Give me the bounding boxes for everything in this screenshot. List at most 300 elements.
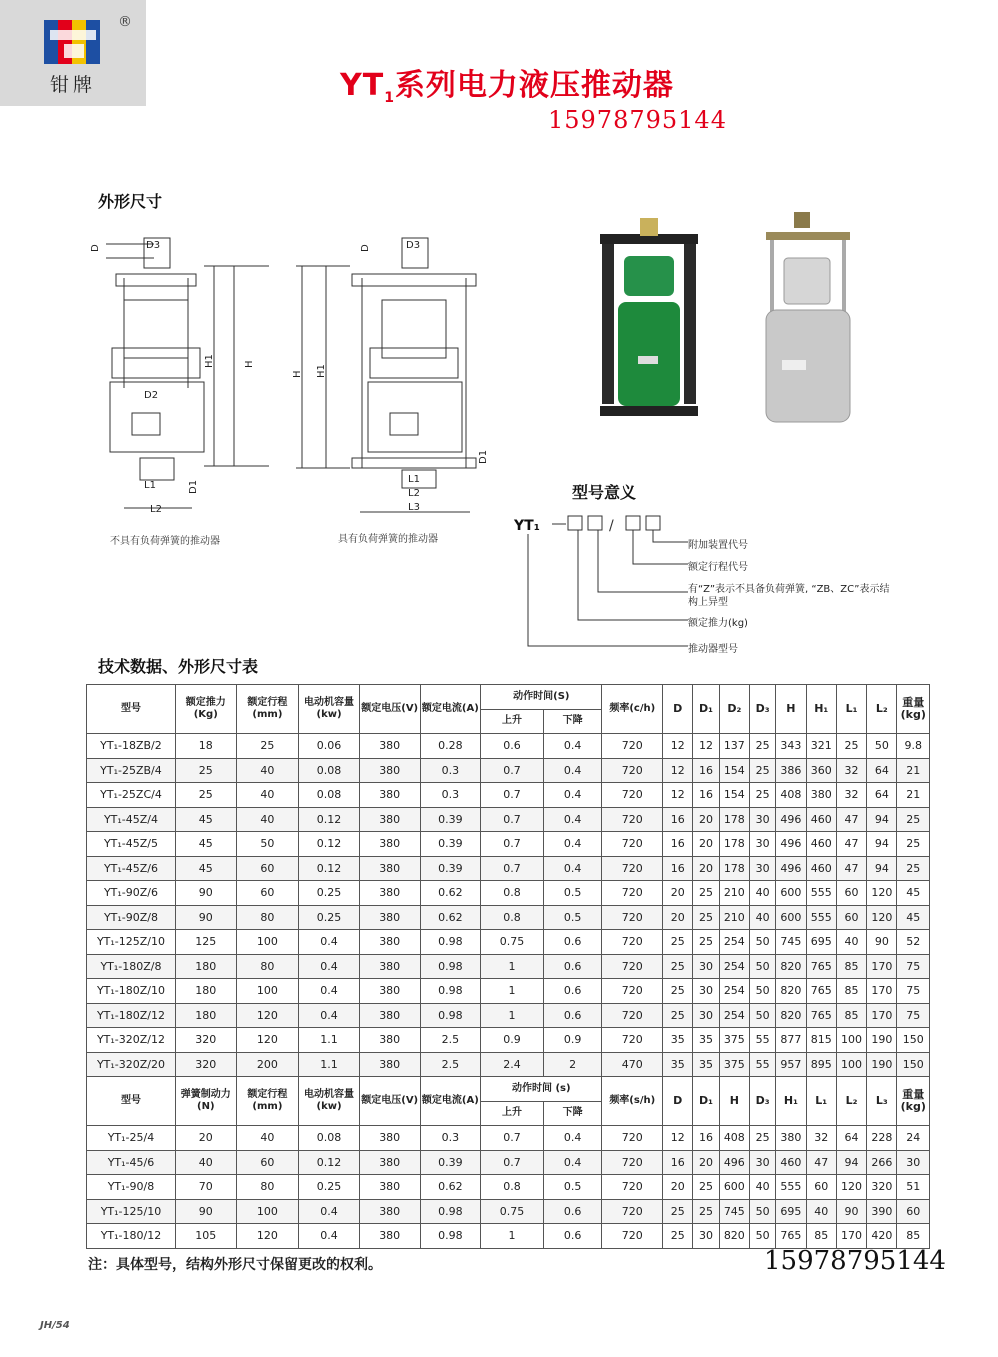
table-cell: 0.4 <box>299 930 360 955</box>
table-cell: 40 <box>236 807 299 832</box>
table-cell: 0.6 <box>543 1003 602 1028</box>
title-main: YT <box>340 68 385 103</box>
dim-h1: H1 <box>204 354 215 368</box>
table-cell: 40 <box>749 881 775 906</box>
table-cell: 32 <box>836 783 866 808</box>
table-cell: 85 <box>806 1224 836 1249</box>
phone-number-top: 15978795144 <box>548 106 727 134</box>
dim-h1-right: H1 <box>316 364 327 378</box>
table-row <box>87 856 930 881</box>
table-cell: 180 <box>175 1003 236 1028</box>
table-cell: 30 <box>693 1224 719 1249</box>
table-cell: 100 <box>236 930 299 955</box>
table-cell: 695 <box>776 1199 806 1224</box>
table-cell: 555 <box>806 881 836 906</box>
table-cell: 0.4 <box>543 807 602 832</box>
table-row <box>87 832 930 857</box>
table-cell: 386 <box>776 758 806 783</box>
table-cell: 20 <box>175 1126 236 1151</box>
legend-item-4: 额定推力(kg) <box>688 618 748 629</box>
table-cell: 120 <box>836 1175 866 1200</box>
legend-item-2: 额定行程代号 <box>688 562 748 573</box>
table-cell: 16 <box>663 832 693 857</box>
table-cell: 178 <box>719 856 749 881</box>
table-cell: 0.7 <box>481 1126 544 1151</box>
table-cell: 0.4 <box>543 832 602 857</box>
t2-header-12: H <box>719 1077 749 1126</box>
table-cell: 25 <box>175 758 236 783</box>
table-cell: 380 <box>359 979 420 1004</box>
table-cell: 80 <box>236 954 299 979</box>
table-cell: 21 <box>897 783 930 808</box>
table-cell: 9.8 <box>897 734 930 759</box>
table-cell: 720 <box>602 881 663 906</box>
table-cell: 40 <box>749 1175 775 1200</box>
table-row <box>87 1052 930 1077</box>
dim-l1-right: L1 <box>408 474 420 485</box>
table-cell: 100 <box>236 1199 299 1224</box>
table-cell: 75 <box>897 954 930 979</box>
table-row <box>87 1003 930 1028</box>
title-rest: 系列电力液压推动器 <box>394 68 674 103</box>
t2-header-0: 型号 <box>87 1077 176 1126</box>
table-cell: 170 <box>867 954 897 979</box>
table-cell: 25 <box>663 1003 693 1028</box>
table-cell: 80 <box>236 1175 299 1200</box>
table-cell: 380 <box>359 1126 420 1151</box>
phone-number-bottom: 15978795144 <box>764 1246 946 1276</box>
table-row <box>87 1175 930 1200</box>
table-cell: YT₁-180Z/12 <box>87 1003 176 1028</box>
table-cell: 496 <box>719 1150 749 1175</box>
table-cell: 0.7 <box>481 783 544 808</box>
table-cell: 170 <box>867 1003 897 1028</box>
table-cell: 0.6 <box>543 930 602 955</box>
table-row <box>87 881 930 906</box>
table-cell: 25 <box>749 783 775 808</box>
table-cell: 90 <box>836 1199 866 1224</box>
table-cell: 0.3 <box>420 1126 481 1151</box>
table-cell: 380 <box>359 832 420 857</box>
table-cell: 765 <box>806 954 836 979</box>
dim-l2-right: L2 <box>408 488 420 499</box>
table-cell: 460 <box>806 832 836 857</box>
table-cell: 0.4 <box>299 1199 360 1224</box>
table-cell: 16 <box>663 856 693 881</box>
table-cell: 90 <box>175 881 236 906</box>
t1-header-2: 额定行程(mm) <box>236 685 299 734</box>
table-cell: 254 <box>719 1003 749 1028</box>
table-cell: 0.4 <box>543 783 602 808</box>
table-cell: 20 <box>663 905 693 930</box>
t1-header-17: L₂ <box>867 685 897 734</box>
dim-d: D <box>90 244 101 252</box>
t1-header-3: 电动机容量(kw) <box>299 685 360 734</box>
table-cell: 720 <box>602 1199 663 1224</box>
table-cell: 375 <box>719 1052 749 1077</box>
table-cell: 765 <box>806 1003 836 1028</box>
table-cell: 120 <box>867 881 897 906</box>
table-cell: 720 <box>602 758 663 783</box>
table-row <box>87 930 930 955</box>
title-sub: 1 <box>384 90 395 106</box>
table-cell: 150 <box>897 1052 930 1077</box>
table-cell: 555 <box>806 905 836 930</box>
table-cell: 2.5 <box>420 1028 481 1053</box>
table-cell: 20 <box>693 856 719 881</box>
table-cell: 55 <box>749 1028 775 1053</box>
table-cell: 815 <box>806 1028 836 1053</box>
t1-header-12: D₂ <box>719 685 749 734</box>
table-row <box>87 783 930 808</box>
table-cell: 25 <box>693 905 719 930</box>
table-cell: 120 <box>867 905 897 930</box>
t2-header-14: H₁ <box>776 1077 806 1126</box>
table-cell: 0.4 <box>543 1150 602 1175</box>
table-cell: 35 <box>663 1028 693 1053</box>
t1-header-18: 重量(kg) <box>897 685 930 734</box>
t2-header-16: L₂ <box>836 1077 866 1126</box>
page-title <box>340 60 674 106</box>
table-cell: 50 <box>749 930 775 955</box>
table-cell: 720 <box>602 807 663 832</box>
table-cell: 40 <box>236 783 299 808</box>
table-cell: 820 <box>776 1003 806 1028</box>
table-cell: 52 <box>897 930 930 955</box>
t1-header-10: D <box>663 685 693 734</box>
table-cell: 50 <box>749 1199 775 1224</box>
table-cell: 20 <box>663 881 693 906</box>
table-cell: 0.8 <box>481 881 544 906</box>
table-cell: 47 <box>836 832 866 857</box>
t1-header-15: H₁ <box>806 685 836 734</box>
table-cell: 390 <box>867 1199 897 1224</box>
table-cell: 75 <box>897 979 930 1004</box>
table-cell: 720 <box>602 1150 663 1175</box>
table-cell: 90 <box>867 930 897 955</box>
table-cell: 64 <box>867 783 897 808</box>
table-cell: 0.75 <box>481 1199 544 1224</box>
table-cell: 765 <box>806 979 836 1004</box>
table-cell: 895 <box>806 1052 836 1077</box>
table-cell: 877 <box>776 1028 806 1053</box>
table-cell: 45 <box>175 807 236 832</box>
table-cell: 50 <box>749 1224 775 1249</box>
table-cell: 60 <box>836 881 866 906</box>
table-cell: 0.25 <box>299 1175 360 1200</box>
table-cell: 30 <box>749 807 775 832</box>
table-cell: 0.8 <box>481 1175 544 1200</box>
table-cell: 0.98 <box>420 954 481 979</box>
table2-header <box>87 1077 930 1126</box>
dim-l1: L1 <box>144 480 156 491</box>
table-cell: 0.62 <box>420 881 481 906</box>
table-cell: 380 <box>359 807 420 832</box>
table-cell: 0.62 <box>420 1175 481 1200</box>
t2-header-8: 下降 <box>543 1101 602 1126</box>
dim-l3-right: L3 <box>408 502 420 513</box>
table-cell: 20 <box>693 832 719 857</box>
table-cell: 47 <box>836 856 866 881</box>
table-row <box>87 1199 930 1224</box>
table-cell: 0.4 <box>543 734 602 759</box>
table-cell: 16 <box>693 1126 719 1151</box>
table-cell: 695 <box>806 930 836 955</box>
table-cell: 64 <box>867 758 897 783</box>
t2-header-17: L₃ <box>867 1077 897 1126</box>
table-cell: 21 <box>897 758 930 783</box>
table-cell: 380 <box>359 1224 420 1249</box>
caption-without-spring: 不具有负荷弹簧的推动器 <box>110 536 220 547</box>
table-cell: 820 <box>776 954 806 979</box>
table-cell: 380 <box>806 783 836 808</box>
table-cell: 0.4 <box>299 1003 360 1028</box>
table-cell: 0.7 <box>481 832 544 857</box>
table-cell: 0.25 <box>299 881 360 906</box>
table-cell: 0.39 <box>420 856 481 881</box>
table-cell: 0.8 <box>481 905 544 930</box>
table-cell: 85 <box>897 1224 930 1249</box>
table-cell: 460 <box>806 807 836 832</box>
table-cell: 0.98 <box>420 1003 481 1028</box>
table-cell: YT₁-180Z/10 <box>87 979 176 1004</box>
table-cell: 170 <box>867 979 897 1004</box>
table-cell: 30 <box>693 954 719 979</box>
table-cell: 0.08 <box>299 783 360 808</box>
table-cell: 25 <box>693 930 719 955</box>
table-cell: 380 <box>359 734 420 759</box>
t1-header-11: D₁ <box>693 685 719 734</box>
table-cell: 0.98 <box>420 979 481 1004</box>
table-cell: 45 <box>175 832 236 857</box>
t2-header-1: 弹簧制动力(N) <box>175 1077 236 1126</box>
table-row <box>87 979 930 1004</box>
table-row <box>87 734 930 759</box>
table-cell: 460 <box>806 856 836 881</box>
t2-header-11: D₁ <box>693 1077 719 1126</box>
t1-header-7: 上升 <box>481 709 544 734</box>
table-row <box>87 1126 930 1151</box>
section-table-title: 技术数据、外形尺寸表 <box>98 657 259 676</box>
table-cell: 380 <box>359 856 420 881</box>
table-cell: 35 <box>693 1028 719 1053</box>
table-row <box>87 1224 930 1249</box>
table-cell: 380 <box>359 1175 420 1200</box>
table-cell: 150 <box>897 1028 930 1053</box>
table-cell: 0.08 <box>299 1126 360 1151</box>
table-cell: 720 <box>602 930 663 955</box>
table-cell: 47 <box>836 807 866 832</box>
table-cell: YT₁-320Z/12 <box>87 1028 176 1053</box>
table-cell: 94 <box>836 1150 866 1175</box>
table-cell: 40 <box>749 905 775 930</box>
table1-header <box>87 685 930 734</box>
table-row <box>87 807 930 832</box>
table-cell: 496 <box>776 832 806 857</box>
table-cell: YT₁-25ZC/4 <box>87 783 176 808</box>
table-cell: 380 <box>359 1028 420 1053</box>
table-cell: 25 <box>663 1199 693 1224</box>
table-cell: YT₁-45Z/5 <box>87 832 176 857</box>
table-cell: 0.7 <box>481 758 544 783</box>
table-cell: 18 <box>175 734 236 759</box>
table-cell: 178 <box>719 832 749 857</box>
table-cell: 85 <box>836 954 866 979</box>
table-cell: 0.5 <box>543 905 602 930</box>
table-cell: 16 <box>663 1150 693 1175</box>
table-cell: 12 <box>663 783 693 808</box>
table-cell: YT₁-320Z/20 <box>87 1052 176 1077</box>
table-cell: 380 <box>359 1052 420 1077</box>
table-cell: 1.1 <box>299 1028 360 1053</box>
table-cell: 32 <box>806 1126 836 1151</box>
table-cell: 0.6 <box>543 979 602 1004</box>
table-cell: 85 <box>836 1003 866 1028</box>
table-cell: 266 <box>867 1150 897 1175</box>
table-cell: 25 <box>897 856 930 881</box>
t2-header-15: L₁ <box>806 1077 836 1126</box>
table-cell: 254 <box>719 930 749 955</box>
table-cell: 0.4 <box>299 1224 360 1249</box>
table-cell: 12 <box>663 1126 693 1151</box>
table-cell: 25 <box>693 1175 719 1200</box>
table-cell: 50 <box>236 832 299 857</box>
table-row <box>87 954 930 979</box>
table-cell: 51 <box>897 1175 930 1200</box>
table-cell: 720 <box>602 979 663 1004</box>
table-cell: YT₁-180Z/8 <box>87 954 176 979</box>
table-cell: 50 <box>749 1003 775 1028</box>
table-cell: 380 <box>359 930 420 955</box>
t1-header-1: 额定推力(Kg) <box>175 685 236 734</box>
table-cell: 60 <box>236 856 299 881</box>
table-cell: 420 <box>867 1224 897 1249</box>
table-cell: 60 <box>236 881 299 906</box>
table-row <box>87 758 930 783</box>
table-cell: 137 <box>719 734 749 759</box>
table-cell: 555 <box>776 1175 806 1200</box>
table-cell: 60 <box>897 1199 930 1224</box>
dim-d-right: D <box>360 244 371 252</box>
table-cell: 720 <box>602 1175 663 1200</box>
table-cell: 75 <box>897 1003 930 1028</box>
table-cell: 20 <box>663 1175 693 1200</box>
table-cell: 2.4 <box>481 1052 544 1077</box>
table-cell: 25 <box>693 1199 719 1224</box>
t2-header-9: 频率(s/h) <box>602 1077 663 1126</box>
table-cell: 0.7 <box>481 856 544 881</box>
table-cell: 600 <box>776 881 806 906</box>
dim-d3: D3 <box>146 240 161 251</box>
table-cell: 25 <box>663 930 693 955</box>
table-cell: 12 <box>663 734 693 759</box>
table-cell: YT₁-25/4 <box>87 1126 176 1151</box>
table-cell: 94 <box>867 807 897 832</box>
product-photo-gray <box>758 210 858 430</box>
table-cell: 120 <box>236 1003 299 1028</box>
table-cell: 0.25 <box>299 905 360 930</box>
table-cell: 180 <box>175 979 236 1004</box>
table-cell: 12 <box>693 734 719 759</box>
table-cell: YT₁-90Z/6 <box>87 881 176 906</box>
legend-item-3b: 构上异型 <box>688 597 728 608</box>
t2-header-7: 上升 <box>481 1101 544 1126</box>
t1-header-13: D₃ <box>749 685 775 734</box>
brand-logo-icon <box>42 16 104 68</box>
table-cell: 600 <box>719 1175 749 1200</box>
table-cell: 45 <box>175 856 236 881</box>
table-cell: 25 <box>693 881 719 906</box>
table-cell: 720 <box>602 954 663 979</box>
table-cell: 12 <box>663 758 693 783</box>
dim-l2: L2 <box>150 504 162 515</box>
table-cell: 745 <box>776 930 806 955</box>
table-row <box>87 905 930 930</box>
table-cell: 24 <box>897 1126 930 1151</box>
t1-header-5: 额定电流(A) <box>420 685 481 734</box>
table-cell: 720 <box>602 734 663 759</box>
table-cell: 720 <box>602 1003 663 1028</box>
page-footer: JH/54 <box>40 1320 70 1331</box>
table-cell: 254 <box>719 979 749 1004</box>
table-cell: 90 <box>175 905 236 930</box>
table-cell: 210 <box>719 905 749 930</box>
table-cell: YT₁-25ZB/4 <box>87 758 176 783</box>
table-cell: 1 <box>481 979 544 1004</box>
table-cell: 720 <box>602 1028 663 1053</box>
table-cell: 1 <box>481 1003 544 1028</box>
table-cell: 0.4 <box>543 856 602 881</box>
table-cell: 35 <box>693 1052 719 1077</box>
table-cell: 320 <box>175 1028 236 1053</box>
table-cell: 190 <box>867 1052 897 1077</box>
table-cell: 100 <box>836 1052 866 1077</box>
table-cell: YT₁-90/8 <box>87 1175 176 1200</box>
table-cell: 2 <box>543 1052 602 1077</box>
table-cell: 180 <box>175 954 236 979</box>
table1-body <box>87 734 930 1077</box>
table-cell: YT₁-125Z/10 <box>87 930 176 955</box>
table-cell: 720 <box>602 1224 663 1249</box>
table-cell: 0.12 <box>299 856 360 881</box>
table-cell: 720 <box>602 832 663 857</box>
table-cell: 0.39 <box>420 832 481 857</box>
table-cell: YT₁-90Z/8 <box>87 905 176 930</box>
t1-header-0: 型号 <box>87 685 176 734</box>
table-cell: 320 <box>175 1052 236 1077</box>
table-cell: 70 <box>175 1175 236 1200</box>
table-cell: 80 <box>236 905 299 930</box>
table-cell: 40 <box>236 758 299 783</box>
t2-header-13: D₃ <box>749 1077 775 1126</box>
table-cell: 0.7 <box>481 807 544 832</box>
table-cell: 408 <box>776 783 806 808</box>
t1-header-14: H <box>776 685 806 734</box>
table-cell: 25 <box>749 734 775 759</box>
table2-body <box>87 1126 930 1249</box>
table-cell: YT₁-180/12 <box>87 1224 176 1249</box>
table-cell: 55 <box>749 1052 775 1077</box>
drawing-without-spring <box>84 228 284 528</box>
table-cell: 40 <box>236 1126 299 1151</box>
table-cell: 35 <box>663 1052 693 1077</box>
table-cell: 25 <box>236 734 299 759</box>
table-cell: 20 <box>693 1150 719 1175</box>
table-cell: 0.7 <box>481 1150 544 1175</box>
table-cell: 0.28 <box>420 734 481 759</box>
table-cell: YT₁-45Z/6 <box>87 856 176 881</box>
table-cell: 25 <box>836 734 866 759</box>
